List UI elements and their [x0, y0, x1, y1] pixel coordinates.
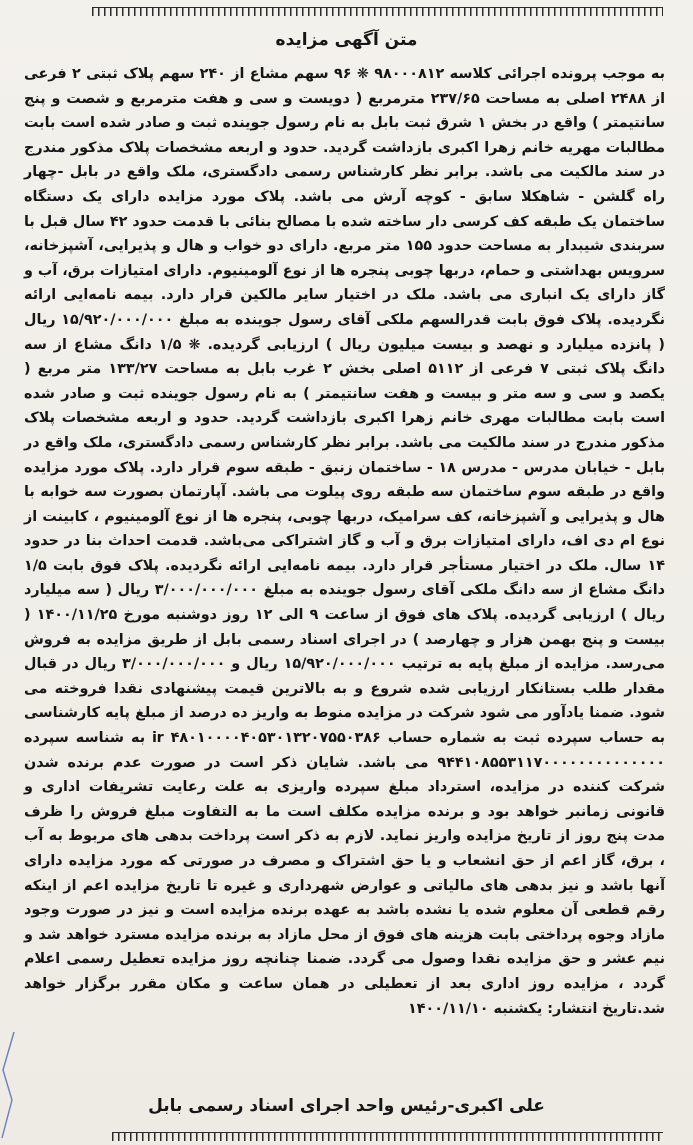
bottom-decorative-border	[112, 1132, 663, 1141]
notice-title: متن آگهی مزایده	[275, 30, 418, 50]
notice-signature: علی اکبری-رئیس واحد اجرای اسناد رسمی بابل	[148, 1096, 545, 1116]
top-decorative-border	[92, 7, 663, 16]
stamp-edge-icon	[0, 1030, 16, 1140]
notice-body: به موجب پرونده اجرائی کلاسه ۹۸۰۰۰۸۱۲ ❋ ۹۶ سهم مشاع از ۲۴۰ سهم پلاک ثبتی ۲ فرعی از ۲۴۸۸ اصلی به مساحت ۲۳۷/۶۵ مترمربع ( دویست و سی و هفت مترمربع و شصت و پنج سانتیمتر ) واقع در بخش ۱ شرق ثبت بابل به نام رسول جوینده ثبت و صادر شده است بابت مطالبات مهریه خانم زهرا اکبری بازداشت گردید. حدود و اربعه مشخصات پلاک مذکور مندرج در سند مالکیت می باشد. برابر نظر کارشناس رسمی دادگستری، ملک واقع در بابل -چهار راه گلشن - شاهکلا سابق - کوچه آرش می باشد. پلاک مورد مزایده دارای یک دستگاه ساختمان یک طبقه کف کرسی دار ساخته شده با مصالح بنائی با قدمت حدود ۴۲ سال قبل با سربندی شیبدار به مساحت حدود ۱۵۵ متر مربع. دارای دو خواب و هال و پذیرایی، آشپزخانه، سرویس بهداشتی و حمام، دربها چوبی پنجره ها از نوع آلومینیوم. دارای امتیازات برق، آب و گاز دارای یک انباری می باشد. ملک در اختیار سایر مالکین قرار دارد. بیمه نامه‌ایی ارائه نگردیده. پلاک فوق بابت قدرالسهم ملکی آقای رسول جوینده به مبلغ ۱۵/۹۲۰/۰۰۰/۰۰۰ ریال ( پانزده میلیارد و نهصد و بیست میلیون ریال ) ارزیابی گردیده. ❋ ۱/۵ دانگ مشاع از سه دانگ پلاک ثبتی ۷ فرعی از ۵۱۱۲ اصلی بخش ۲ غرب بابل به مساحت ۱۳۳/۲۷ متر مربع ( یکصد و سی و سه متر و بیست و هفت سانتیمتر ) به نام رسول جوینده ثبت و صادر شده است بابت مطالبات مهری خانم زهرا اکبری بازداشت گردید. حدود و اربعه مشخصات پلاک مذکور مندرج در سند مالکیت می باشد. برابر نظر کارشناس رسمی دادگستری، ملک واقع در بابل - خیابان مدرس - مدرس ۱۸ - ساختمان زنبق - طبقه سوم قرار دارد. پلاک مورد مزایده واقع در طبقه سوم ساختمان سه طبقه روی پیلوت می باشد. آپارتمان بصورت سه خوابه با هال و پذیرایی و آشپزخانه، کف سرامیک، دربها چوبی، پنجره ها از نوع آلومینیوم ، کابینت از نوع ام دی اف، دارای امتیازات برق و آب و گاز اشتراکی می‌باشد. قدمت احداث بنا در حدود ۱۴ سال. ملک در اختیار مستأجر قرار دارد. بیمه نامه‌ایی ارائه نگردیده. پلاک فوق بابت ۱/۵ دانگ مشاع از سه دانگ ملکی آقای رسول جوینده به مبلغ ۳/۰۰۰/۰۰۰/۰۰۰ ریال ( سه میلیارد ریال ) ارزیابی گردیده. پلاک های فوق از ساعت ۹ الی ۱۲ روز دوشنبه مورخ ۱۴۰۰/۱۱/۲۵ ( بیست و پنج بهمن هزار و چهارصد ) در اجرای اسناد رسمی بابل از طریق مزایده به فروش می‌رسد. مزایده از مبلغ پایه به ترتیب ۱۵/۹۲۰/۰۰۰/۰۰۰ ریال و ۳/۰۰۰/۰۰۰/۰۰۰ ریال در قبال مقدار طلب بستانکار ارزیابی شده شروع و به بالاترین قیمت پیشنهادی نقدا فروخته می شود. ضمنا یادآور می شود شرکت در مزایده منوط به واریز ده درصد از مبلغ پایه کارشناسی به حساب سپرده ثبت به شماره حساب ۴۸۰۱۰۰۰۰۴۰۵۳۰۱۳۲۰۷۵۵۰۳۸۶ ir به شناسه سپرده ۹۴۴۱۰۸۵۵۳۱۱۷۰۰۰۰۰۰۰۰۰۰۰۰۰۰ می باشد. شایان ذکر است در صورت عدم برنده شدن شرکت کننده در مزایده، استرداد مبلغ سپرده واریزی به علت رعایت تشریفات اداری و قانونی زمانبر خواهد بود و برنده مزایده مکلف است ما به التفاوت مبلغ فروش را ظرف مدت پنج روز از تاریخ مزایده واریز نماید. لازم به ذکر است پرداخت بدهی های مربوط به آب ، برق، گاز اعم از حق انشعاب و یا حق اشتراک و مصرف در صورتی که مورد مزایده دارای آنها باشد و نیز بدهی های مالیاتی و عوارض شهرداری و غیره تا تاریخ مزایده اعم از اینکه رقم قطعی آن معلوم شده یا نشده باشد به عهده برنده مزایده است و نیز در صورت وجود مازاد وجوه پرداختی بابت هزینه های فوق از محل مازاد به برنده مزایده مسترد خواهد شد و نیم عشر و حق مزایده نقدا وصول می گردد. ضمنا چنانچه روز مزایده تعطیل رسمی اعلام گردد ، مزایده روز اداری بعد از تعطیلی در همان ساعت و مکان مقرر برگزار خواهد شد.تاریخ انتشار: یکشنبه ۱۴۰۰/۱۱/۱۰	[24, 66, 666, 1017]
